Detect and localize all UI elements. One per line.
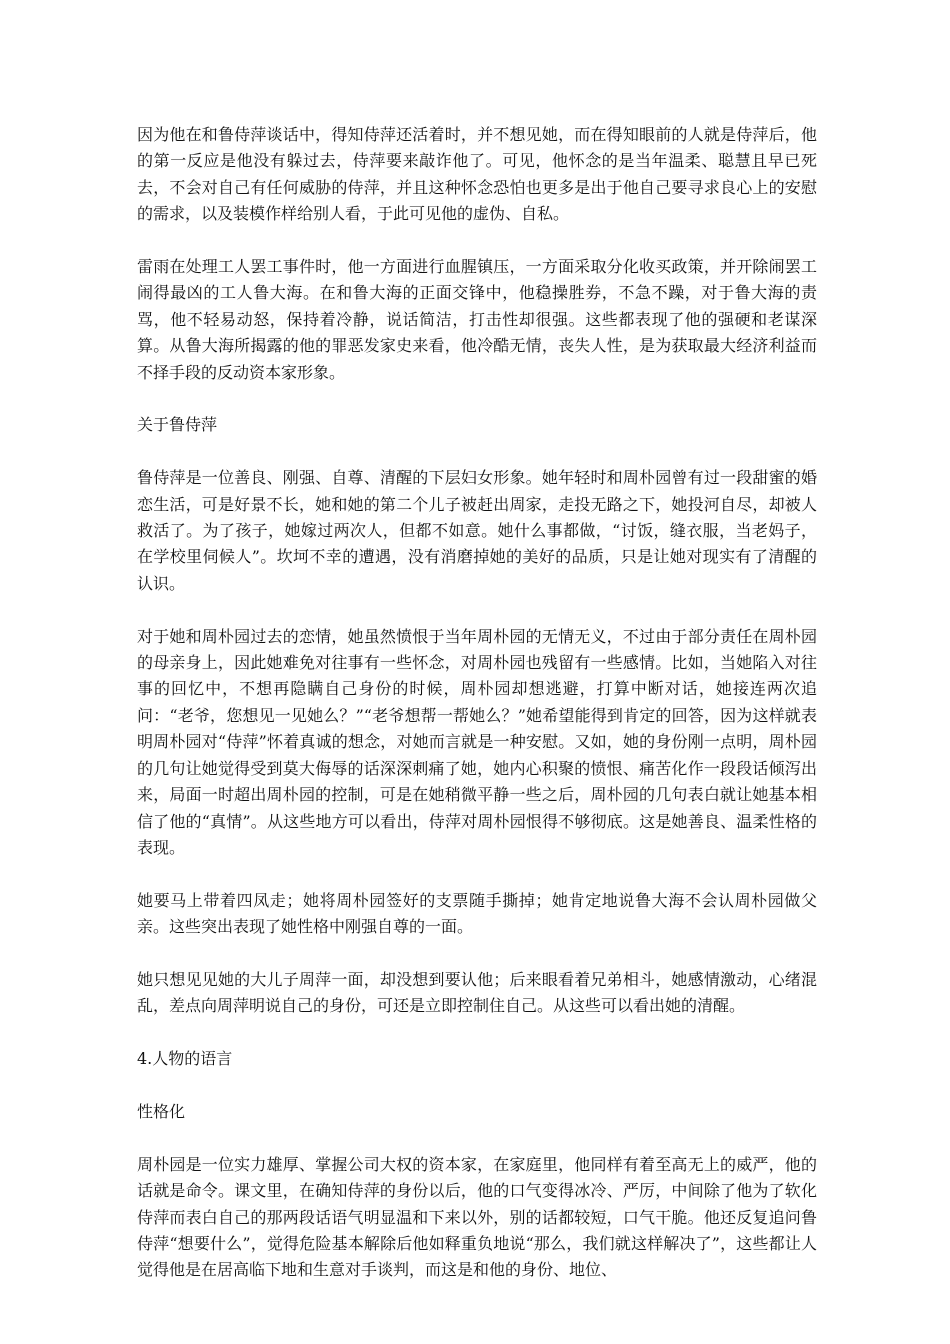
subsection-heading-characterization: 性格化 bbox=[137, 1101, 186, 1121]
paragraph-zhou-speech: 周朴园是一位实力雄厚、掌握公司大权的资本家，在家庭里，他同样有着至高无上的威严，他的话就是命令。课文里，在确知侍萍的身份以后，他的口气变得冰冷、严厉，中间除了他为了软化侍萍而表白自己的那两段话语气明显温和下来以外，别的话都较短，口气干脆。他还反复追问鲁侍萍“想要什么”，觉得危险基本解除后他如释重负地说“那么，我们就这样解决了”，这些都让人觉得他是在居高临下地和生意对手谈判，而这是和他的身份、地位、 bbox=[137, 1154, 817, 1280]
paragraph-lu-strength: 她要马上带着四凤走；她将周朴园签好的支票随手撕掉；她肯定地说鲁大海不会认周朴园做父亲。这些突出表现了她性格中刚强自尊的一面。 bbox=[137, 890, 817, 937]
paragraph-lu-intro: 鲁侍萍是一位善良、刚强、自尊、清醒的下层妇女形象。她年轻时和周朴园曾有过一段甜蜜的婚恋生活，可是好景不长，她和她的第二个儿子被赶出周家，走投无路之下，她投河自尽，却被人救活了。为了孩子，她嫁过两次人，但都不如意。她什么事都做，“讨饭，缝衣服，当老妈子，在学校里伺候人”。坎坷不幸的遭遇，没有消磨掉她的美好的品质，只是让她对现实有了清醒的认识。 bbox=[137, 468, 817, 593]
paragraph-zhou-strike: 雷雨在处理工人罢工事件时，他一方面进行血腥镇压，一方面采取分化收买政策，并开除闹罢工闹得最凶的工人鲁大海。在和鲁大海的正面交锋中，他稳操胜券，不急不躁，对于鲁大海的责骂，他不轻易动怒，保持着冷静，说话简洁，打击性却很强。这些都表现了他的强硬和老谋深算。从鲁大海所揭露的他的罪恶发家史来看，他冷酷无情，丧失人性，是为获取最大经济利益而不择手段的反动资本家形象。 bbox=[137, 257, 817, 382]
paragraph-zhou-hypocrisy: 因为他在和鲁侍萍谈话中，得知侍萍还活着时，并不想见她，而在得知眼前的人就是侍萍后，他的第一反应是他没有躲过去，侍萍要来敲诈他了。可见，他怀念的是当年温柔、聪慧且早已死去，不会对自己有任何威胁的侍萍，并且这种怀念恐怕也更多是出于他自己要寻求良心上的安慰的需求，以及装模作样给别人看，于此可见他的虚伪、自私。 bbox=[137, 125, 817, 224]
paragraph-lu-past-love: 对于她和周朴园过去的恋情，她虽然愤恨于当年周朴园的无情无义，不过由于部分责任在周朴园的母亲身上，因此她难免对往事有一些怀念，对周朴园也残留有一些感情。比如，当她陷入对往事的回忆中，不想再隐瞒自己身份的时候，周朴园却想逃避，打算中断对话，她接连两次追问：“老爷，您想见一见她么？”“老爷想帮一帮她么？”她希望能得到肯定的回答，因为这样就表明周朴园对“侍萍”怀着真诚的想念，对她而言就是一种安慰。又如，她的身份刚一点明，周朴园的几句让她觉得受到莫大侮辱的话深深刺痛了她，她内心积聚的愤恨、痛苦化作一段段话倾泻出来，局面一时超出周朴园的控制，可是在她稍微平静一些之后，周朴园的几句表白就让她基本相信了他的“真情”。从这些地方可以看出，侍萍对周朴园恨得不够彻底。这是她善良、温柔性格的表现。 bbox=[137, 626, 817, 857]
document-page bbox=[137, 122, 817, 1310]
section-heading-lu-shiping: 关于鲁侍萍 bbox=[137, 415, 218, 435]
section-heading-language: 4.人物的语言 bbox=[137, 1049, 233, 1069]
paragraph-lu-clarity: 她只想见见她的大儿子周萍一面，却没想到要认他；后来眼看着兄弟相斗，她感情激动，心绪混乱，差点向周萍明说自己的身份，可还是立即控制住自己。从这些可以看出她的清醒。 bbox=[137, 969, 817, 1016]
